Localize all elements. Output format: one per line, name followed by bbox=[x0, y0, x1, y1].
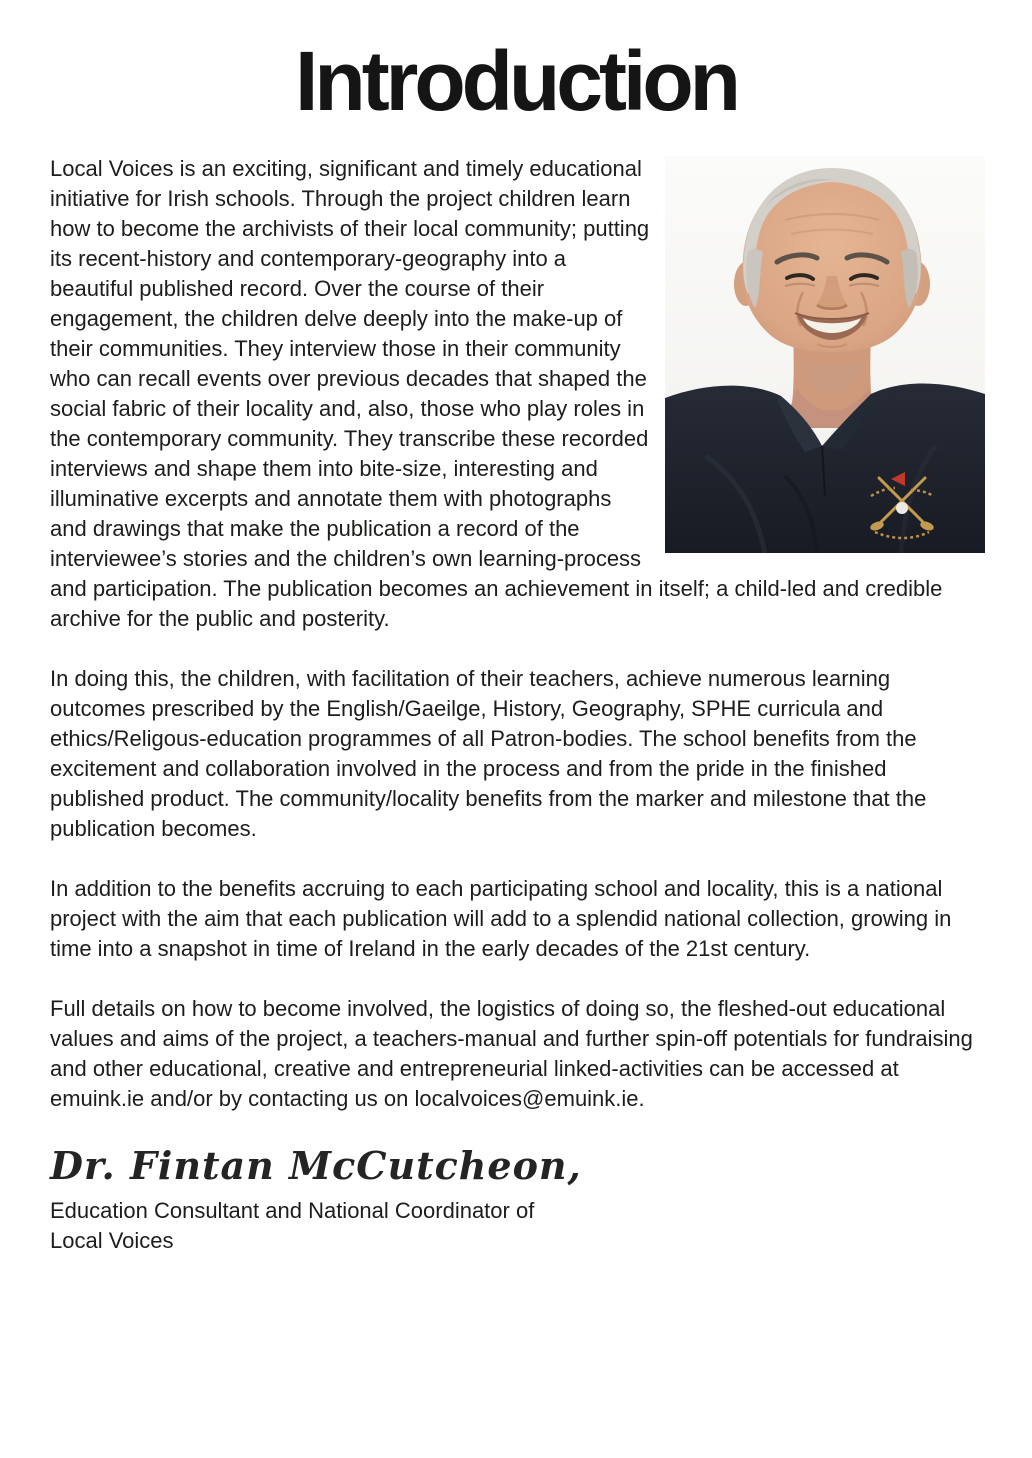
body-paragraph: In addition to the benefits accruing to each participating school and locality, this is a national project with the aim that each publication will add to a splendid national collection, growing in time into a snapshot in time of Ireland in the early decades of the 21st century. bbox=[50, 876, 952, 962]
signature-role: Education Consultant and National Coordinator of bbox=[50, 1198, 535, 1224]
signature-name: Dr. Fintan McCutcheon, bbox=[50, 1143, 582, 1189]
article-body bbox=[0, 128, 1032, 1256]
body-paragraph: In doing this, the children, with facilitation of their teachers, achieve numerous learning outcomes prescribed by the English/Gaeilge, History, Geography, SPHE curricula and ethics/Religous-education programmes of all Patron-bodies. The school benefits from the excitement and collaboration involved in the process and from the pride in the finished published product. The community/locality benefits from the marker and milestone that the publication becomes. bbox=[50, 666, 927, 842]
body-paragraph: Local Voices is an exciting, significant and timely educational initiative for Irish schools. Through the project children learn how to become the archivists of their local community; putting its recent-history and contemporary-geography into a beautiful published record. Over the course of their engagement, the children delve deeply into the make-up of their communities. They interview those in their community who can recall events over previous decades that shaped the social fabric of their locality and, also, those who play roles in the contemporary community. They transcribe these recorded interviews and shape them into bite-size, interesting and illuminative excerpts and annotate them with photographs and drawings that make the publication a record of the interviewee’s stories and the children’s own learning-process and participation. The publication becomes an achievement in itself; a child-led and credible archive for the public and posterity. bbox=[50, 156, 943, 632]
portrait-photo bbox=[665, 156, 985, 553]
signature-block bbox=[50, 1144, 985, 1256]
signature-organization: Local Voices bbox=[50, 1228, 174, 1254]
page-title: Introduction bbox=[295, 34, 737, 128]
body-paragraph: Full details on how to become involved, the logistics of doing so, the fleshed-out educational values and aims of the project, a teachers-manual and further spin-off potentials for fundraising and other educational, creative and entrepreneurial linked-activities can be accessed at emuink.ie and/or by contacting us on localvoices@emuink.ie. bbox=[50, 996, 973, 1112]
